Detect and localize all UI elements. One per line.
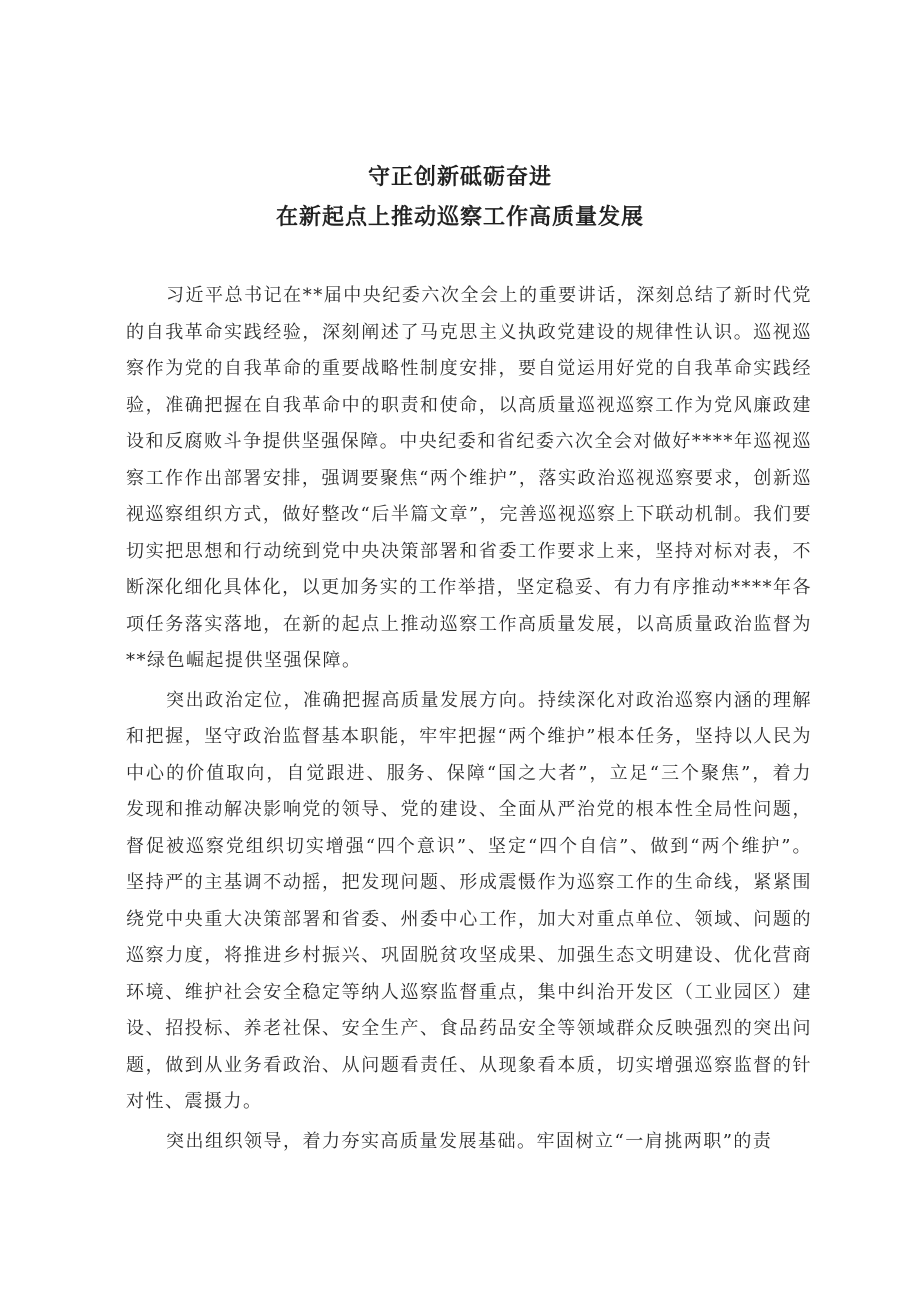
paragraph-political-positioning: 突出政治定位，准确把握高质量发展方向。持续深化对政治巡察内涵的理解和把握，坚守政治监督基本职能，牢牢把握“两个维护”根本任务，坚持以人民为中心的价值取向，自觉跟进、服务、保障“国之大者”，立足“三个聚焦”，着力发现和推动解决影响党的领导、党的建设、全面从严治党的根本性全局性问题，督促被巡察党组织切实增强“四个意识”、坚定“四个自信”、做到“两个维护”。坚持严的主基调不动摇，把发现问题、形成震慑作为巡察工作的生命线，紧紧围绕党中央重大决策部署和省委、州委中心工作，加大对重点单位、领域、问题的巡察力度，将推进乡村振兴、巩固脱贫攻坚成果、加强生态文明建设、优化营商环境、维护社会安全稳定等纳人巡察监督重点，集中纠治开发区（工业园区）建设、招投标、养老社保、安全生产、食品药品安全等领域群众反映强烈的突出问题，做到从业务看政治、从问题看责任、从现象看本质，切实增强巡察监督的针对性、震摄力。 <box>126 689 812 1112</box>
title-block <box>0 160 920 236</box>
document-title: 守正创新砥砺奋进 <box>367 165 552 190</box>
document-body <box>126 278 812 1163</box>
document-subtitle: 在新起点上推动巡察工作高质量发展 <box>275 205 644 230</box>
paragraph-organizational-leadership: 突出组织领导，着力夯实高质量发展基础。牢固树立“一肩挑两职”的责 <box>166 1130 773 1152</box>
paragraph-intro: 习近平总书记在**届中央纪委六次全会上的重要讲话，深刻总结了新时代党的自我革命实践经验，深刻阐述了马克思主义执政党建设的规律性认识。巡视巡察作为党的自我革命的重要战略性制度安排，要自觉运用好党的自我革命实践经验，准确把握在自我革命中的职责和使命，以高质量巡视巡察工作为党风廉政建设和反腐败斗争提供坚强保障。中央纪委和省纪委六次全会对做好****年巡视巡察工作作出部署安排，强调要聚焦“两个维护”，落实政治巡视巡察要求，创新巡视巡察组织方式，做好整改“后半篇文章”，完善巡视巡察上下联动机制。我们要切实把思想和行动统到党中央决策部署和省委工作要求上来，坚持对标对表，不断深化细化具体化，以更加务实的工作举措，坚定稳妥、有力有序推动****年各项任务落实落地，在新的起点上推动巡察工作高质量发展，以高质量政治监督为**绿色崛起提供坚强保障。 <box>126 285 812 671</box>
